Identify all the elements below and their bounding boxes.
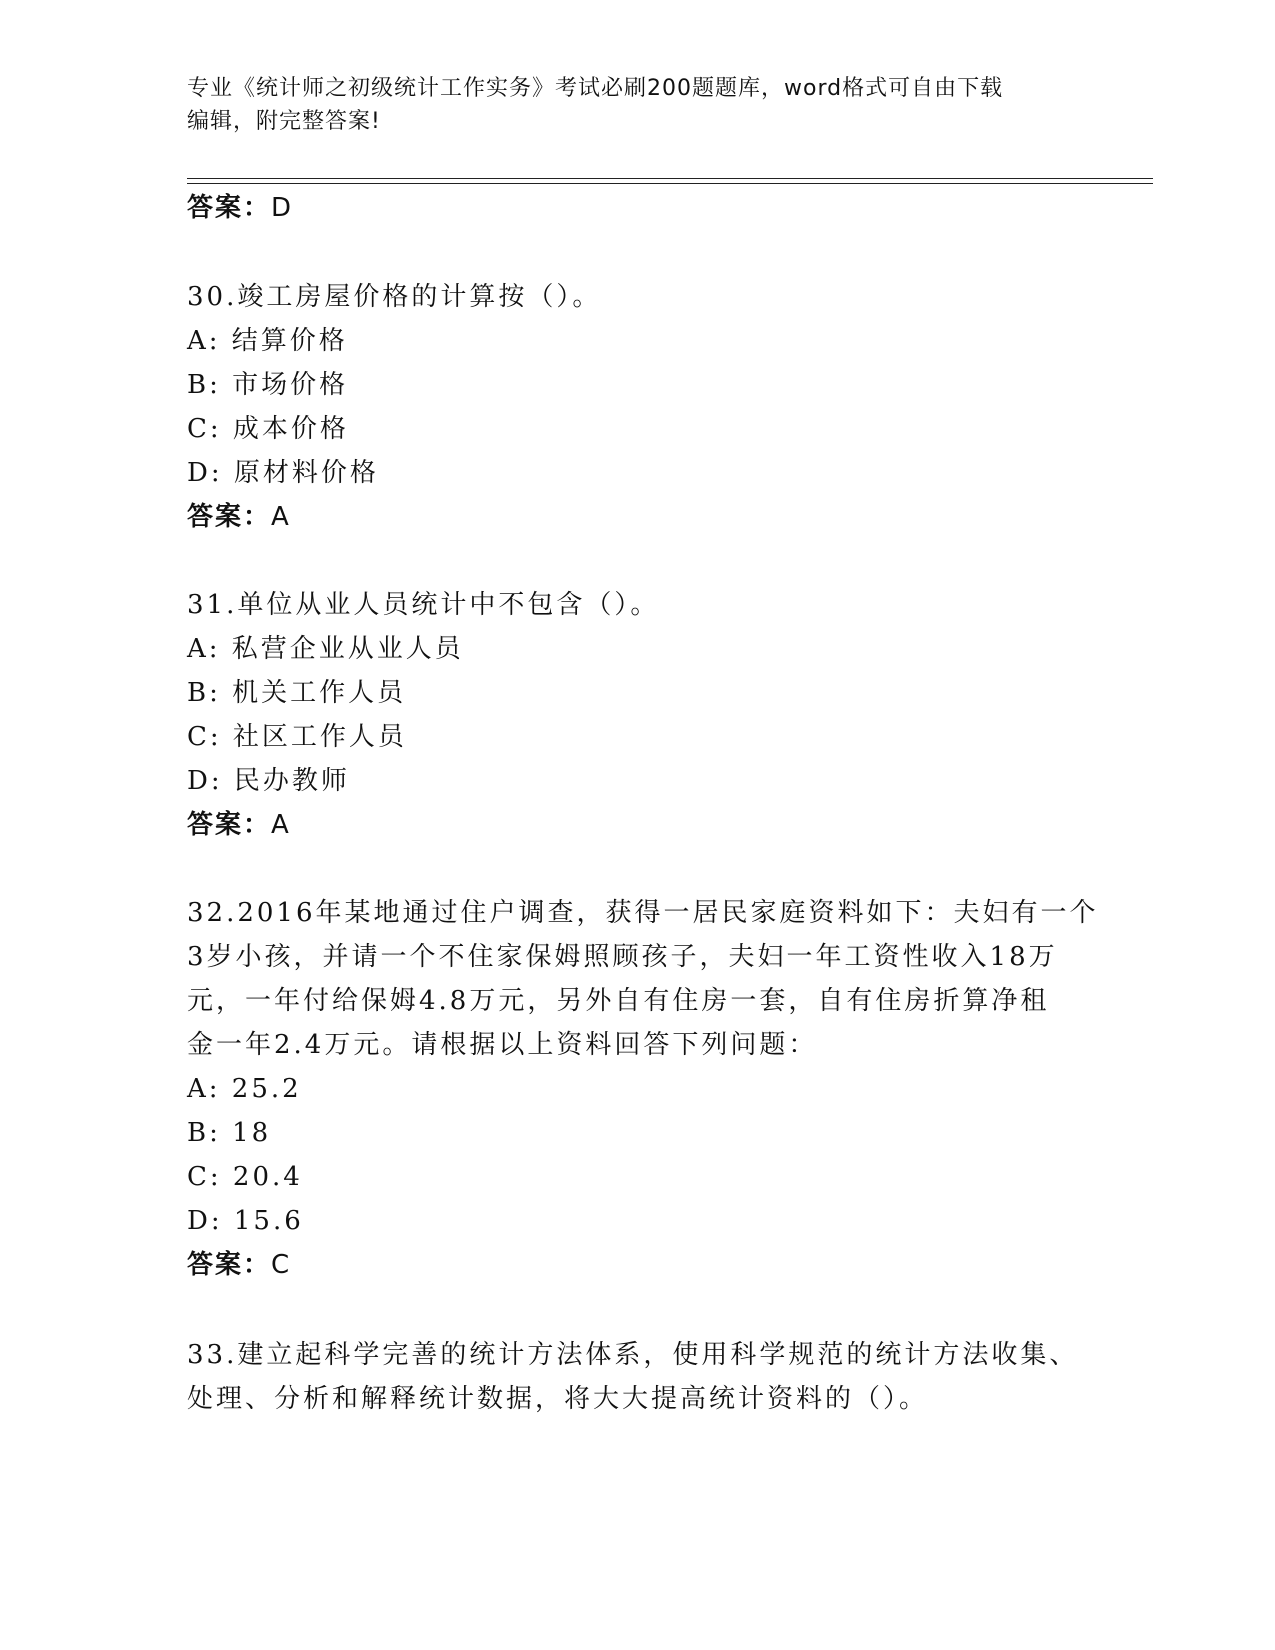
question-33-stem-line-1: 33.建立起科学完善的统计方法体系，使用科学规范的统计方法收集、 [187, 1340, 1079, 1370]
document-header [187, 72, 1087, 138]
header-line-1: 专业《统计师之初级统计工作实务》考试必刷200题题库，word格式可自由下载 [187, 76, 1004, 101]
question-32-option-c: C: 20.4 [187, 1162, 303, 1192]
question-30-answer [187, 502, 291, 532]
header-line-2: 编辑，附完整答案! [187, 109, 381, 134]
answer-line-prev [187, 193, 293, 223]
question-31-option-b: B: 机关工作人员 [187, 678, 407, 708]
answer-value: A [271, 502, 291, 532]
question-32-option-a: A: 25.2 [187, 1074, 302, 1104]
answer-label: 答案： [187, 502, 272, 532]
question-30-option-a: A: 结算价格 [187, 326, 348, 356]
header-rule-bottom [187, 183, 1153, 184]
question-32-option-d: D: 15.6 [187, 1206, 304, 1236]
answer-label: 答案： [187, 193, 272, 223]
question-30-option-b: B: 市场价格 [187, 370, 349, 400]
answer-value: D [271, 193, 294, 223]
question-32-stem-line-2: 3岁小孩，并请一个不住家保姆照顾孩子，夫妇一年工资性收入18万 [187, 942, 1058, 972]
question-32-stem-line-3: 元，一年付给保姆4.8万元，另外自有住房一套，自有住房折算净租 [187, 986, 1050, 1016]
answer-value: C [271, 1250, 292, 1280]
answer-value: A [271, 810, 291, 840]
question-32-answer [187, 1250, 291, 1280]
question-32-option-b: B: 18 [187, 1118, 272, 1148]
question-30-option-d: D: 原材料价格 [187, 458, 379, 488]
question-31-option-d: D: 民办教师 [187, 766, 350, 796]
question-31-stem: 31.单位从业人员统计中不包含（）。 [187, 590, 660, 620]
question-32-stem-line-1: 32.2016年某地通过住户调查，获得一居民家庭资料如下：夫妇有一个 [187, 898, 1099, 928]
question-33-stem-line-2: 处理、分析和解释统计数据，将大大提高统计资料的（）。 [187, 1384, 929, 1414]
question-31-answer [187, 810, 291, 840]
header-rule-top [187, 178, 1153, 179]
question-31-option-c: C: 社区工作人员 [187, 722, 407, 752]
question-30-option-c: C: 成本价格 [187, 414, 349, 444]
question-30-stem: 30.竣工房屋价格的计算按（）。 [187, 282, 602, 312]
answer-label: 答案： [187, 810, 272, 840]
question-31-option-a: A: 私营企业从业人员 [187, 634, 464, 664]
question-32-stem-line-4: 金一年2.4万元。请根据以上资料回答下列问题： [187, 1030, 818, 1060]
answer-label: 答案： [187, 1250, 272, 1280]
